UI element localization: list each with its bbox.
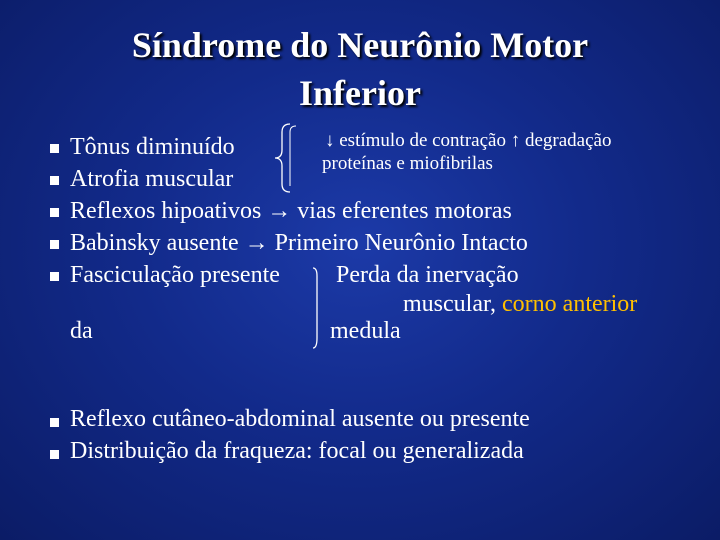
bullet-reflexo-cutaneo: Reflexo cutâneo-abdominal ausente ou presente bbox=[70, 406, 530, 432]
bullet-marker-2 bbox=[50, 176, 59, 185]
bullet-marker-6 bbox=[50, 418, 59, 427]
bullet-tonus: Tônus diminuído bbox=[70, 134, 235, 160]
annotation-perda-muscular: muscular, bbox=[403, 291, 503, 317]
annotation-corno-anterior: corno anterior bbox=[502, 291, 638, 317]
bullet-marker-7 bbox=[50, 450, 59, 459]
annotation-perda-line-1: Perda da inervação bbox=[336, 262, 519, 288]
annotation-perda-line-2 bbox=[403, 290, 637, 318]
bullet-marker-5 bbox=[50, 272, 59, 281]
annotation-estimulo-line-1: ↓ estímulo de contração ↑ degradação bbox=[325, 130, 612, 151]
bracket-tonus-atrofia-icon bbox=[276, 122, 300, 194]
bullet-atrofia: Atrofia muscular bbox=[70, 166, 234, 192]
bullet-reflexos: Reflexos hipoativos → vias eferentes motoras bbox=[70, 198, 512, 224]
slide-title-line-2: Inferior bbox=[299, 73, 421, 113]
bullet-babinsky: Babinsky ausente → Primeiro Neurônio Intacto bbox=[70, 230, 528, 256]
annotation-medula: medula bbox=[330, 318, 401, 344]
annotation-da: da bbox=[70, 318, 93, 344]
bullet-fasciculacao: Fasciculação presente bbox=[70, 262, 280, 288]
bullet-distribuicao: Distribuição da fraqueza: focal ou generalizada bbox=[70, 438, 524, 464]
bullet-marker-4 bbox=[50, 240, 59, 249]
bullet-marker-1 bbox=[50, 144, 59, 153]
annotation-estimulo-line-2: proteínas e miofibrilas bbox=[322, 153, 493, 174]
bracket-fasciculacao-icon bbox=[312, 266, 328, 350]
slide-title-line-1: Síndrome do Neurônio Motor bbox=[131, 25, 589, 65]
bullet-marker-3 bbox=[50, 208, 59, 217]
